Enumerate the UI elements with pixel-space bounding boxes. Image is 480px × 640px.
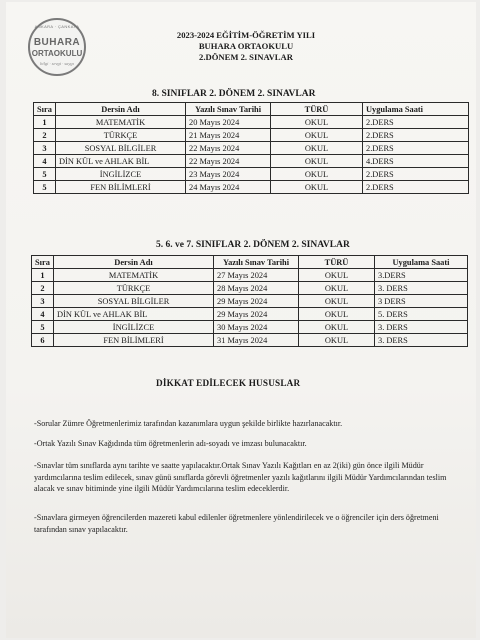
table-row [34,129,469,142]
note-paragraph-4: -Sınavlara girmeyen öğrencilerden mazereti kabul edilenler öğretmenlere yönlendirilecek ve o öğrenciler için ders öğretmeni tarafından sınav yapılacaktır. [34,513,439,534]
column-header: Yazılı Sınav Tarihi [214,256,299,269]
exam-type: OKUL [271,168,363,181]
table-row [32,282,468,295]
column-header: Yazılı Sınav Tarihi [186,103,271,116]
schedule-table-grades5-7 [31,255,468,347]
exam-type: OKUL [271,181,363,194]
course-name: SOSYAL BİLGİLER [54,295,214,308]
header-school: BUHARA ORTAOKULU [198,41,294,51]
exam-type: OKUL [299,308,375,321]
logo-line-3: bilgi · sevgi · saygı [40,61,74,66]
column-header: Dersin Adı [56,103,186,116]
row-index: 5 [32,321,54,334]
exam-period: 2.DERS [363,142,469,155]
row-index: 3 [32,295,54,308]
table-row [32,295,468,308]
exam-type: OKUL [299,282,375,295]
column-header: TÜRÜ [299,256,375,269]
row-index: 5 [34,168,56,181]
row-index: 2 [32,282,54,295]
table-row [34,116,469,129]
course-name: MATEMATİK [54,269,214,282]
table-header-row [34,103,469,116]
exam-date: 28 Mayıs 2024 [214,282,299,295]
note-paragraph-3: -Sınavlar tüm sınıflarda aynı tarihte ve saatte yapılacaktır.Ortak Sınav Yazılı Kağıtları en az 2(iki) gün önce ilgili Müdür yardımcılarına teslim edilecek, sınav günü sınıflarda görevli öğretmenler yazılı kağıtlarını ilgili Müdür Yardımcılarından teslim alacak ve sınav bitiminde yine ilgili Müdür Yardımcılarına teslim edeceklerdir. [34,461,447,494]
exam-type: OKUL [271,155,363,168]
exam-type: OKUL [299,321,375,334]
row-index: 1 [32,269,54,282]
column-header: Sıra [34,103,56,116]
row-index: 6 [32,334,54,347]
exam-period: 5. DERS [375,308,468,321]
exam-type: OKUL [299,269,375,282]
exam-period: 2.DERS [363,181,469,194]
exam-period: 3 DERS [375,295,468,308]
exam-type: OKUL [299,295,375,308]
row-index: 5 [34,181,56,194]
column-header: Dersin Adı [54,256,214,269]
logo-line-2: ORTAOKULU [31,49,83,58]
header-term: 2.DÖNEM 2. SINAVLAR [199,52,293,62]
exam-period: 4.DERS [363,155,469,168]
exam-date: 21 Mayıs 2024 [186,129,271,142]
header-year: 2023-2024 EĞİTİM-ÖĞRETİM YILI [176,30,316,40]
exam-date: 23 Mayıs 2024 [186,168,271,181]
exam-date: 31 Mayıs 2024 [214,334,299,347]
row-index: 2 [34,129,56,142]
row-index: 4 [32,308,54,321]
section-title-grades5-7: 5. 6. ve 7. SINIFLAR 2. DÖNEM 2. SINAVLAR [156,240,350,250]
logo-ring-text: ANKARA · ÇANKAYA [34,24,80,29]
exam-date: 20 Mayıs 2024 [186,116,271,129]
table-row [32,321,468,334]
exam-period: 3. DERS [375,334,468,347]
exam-period: 3. DERS [375,321,468,334]
exam-period: 2.DERS [363,116,469,129]
document-header [126,30,366,63]
table-row [34,155,469,168]
schedule-table-grade8 [33,102,469,194]
exam-period: 2.DERS [363,168,469,181]
table-row [32,308,468,321]
table-row [34,142,469,155]
exam-period: 3. DERS [375,282,468,295]
course-name: DİN KÜL ve AHLAK BİL [56,155,186,168]
exam-date: 22 Mayıs 2024 [186,155,271,168]
column-header: Uygulama Saati [363,103,469,116]
notes-title: DİKKAT EDİLECEK HUSUSLAR [156,378,301,388]
exam-date: 29 Mayıs 2024 [214,308,299,321]
section-title-grade8: 8. SINIFLAR 2. DÖNEM 2. SINAVLAR [152,89,316,99]
course-name: MATEMATİK [56,116,186,129]
row-index: 1 [34,116,56,129]
note-paragraph-1: -Sorular Zümre Öğretmenlerimiz tarafından kazanımlara uygun şekilde birlikte hazırlanacaktır. [34,419,343,428]
exam-period: 2.DERS [363,129,469,142]
exam-period: 3.DERS [375,269,468,282]
course-name: DİN KÜL ve AHLAK BİL [54,308,214,321]
table-row [34,181,469,194]
column-header: Uygulama Saati [375,256,468,269]
column-header: Sıra [32,256,54,269]
row-index: 3 [34,142,56,155]
exam-date: 24 Mayıs 2024 [186,181,271,194]
logo-line-1: BUHARA [33,37,81,48]
table-row [32,269,468,282]
exam-type: OKUL [271,116,363,129]
course-name: FEN BİLİMLERİ [54,334,214,347]
course-name: İNGİLİZCE [56,168,186,181]
exam-date: 29 Mayıs 2024 [214,295,299,308]
exam-date: 30 Mayıs 2024 [214,321,299,334]
note-paragraph-2: -Ortak Yazılı Sınav Kağıdında tüm öğretmenlerin adı-soyadı ve imzası bulunacaktır. [34,439,307,448]
column-header: TÜRÜ [271,103,363,116]
table-row [34,168,469,181]
exam-type: OKUL [271,129,363,142]
course-name: SOSYAL BİLGİLER [56,142,186,155]
course-name: FEN BİLİMLERİ [56,181,186,194]
exam-type: OKUL [299,334,375,347]
exam-date: 27 Mayıs 2024 [214,269,299,282]
course-name: TÜRKÇE [56,129,186,142]
table-header-row [32,256,468,269]
document-page [6,2,476,638]
row-index: 4 [34,155,56,168]
course-name: İNGİLİZCE [54,321,214,334]
exam-type: OKUL [271,142,363,155]
course-name: TÜRKÇE [54,282,214,295]
school-logo [28,18,86,76]
exam-date: 22 Mayıs 2024 [186,142,271,155]
table-row [32,334,468,347]
